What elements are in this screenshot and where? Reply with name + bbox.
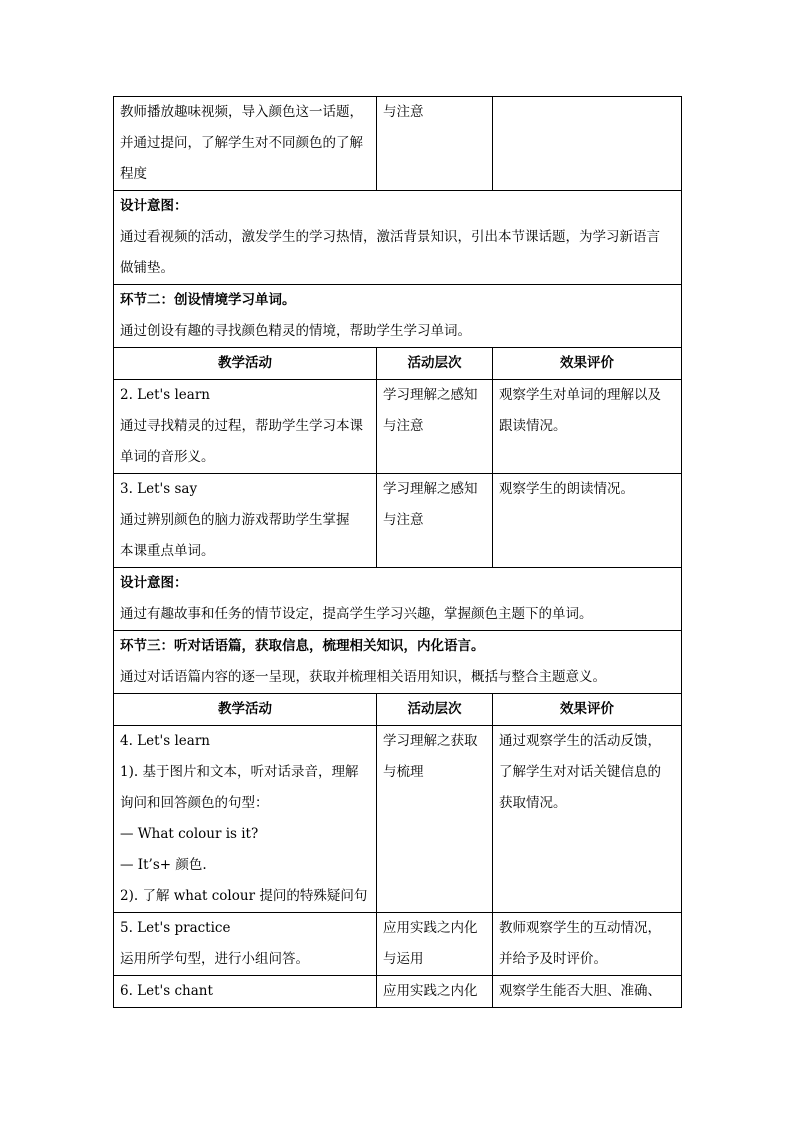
level-cell: [377, 380, 493, 474]
evaluation-line: 教师观察学生的互动情况，: [499, 920, 661, 936]
evaluation-cell: [493, 913, 682, 976]
design-intent-title: 设计意图：: [120, 575, 188, 591]
design-intent-title: 设计意图：: [120, 198, 188, 214]
evaluation-cell: [493, 380, 682, 474]
activity-line: 2). 了解 what colour 提问的特殊疑问句: [120, 888, 368, 904]
activity-line: 5. Let's practice: [120, 920, 231, 936]
activity-line: 并通过提问，了解学生对不同颜色的了解: [120, 135, 363, 151]
level-line: 学习理解之感知: [383, 481, 478, 497]
level-line: 学习理解之感知: [383, 387, 478, 403]
step-row: [114, 285, 682, 348]
step-title: 环节三：听对话语篇，获取信息，梳理相关知识，内化语言。: [120, 638, 485, 654]
activity-line: 4. Let's learn: [120, 733, 210, 749]
activity-cell: [114, 726, 377, 913]
level-line: 学习理解之获取: [383, 733, 478, 749]
activity-cell: [114, 97, 377, 191]
level-cell: [377, 474, 493, 568]
activity-cell: [114, 913, 377, 976]
design-intent-cell: [114, 568, 682, 631]
header-row: [114, 694, 682, 726]
step-desc: 通过创设有趣的寻找颜色精灵的情境，帮助学生学习单词。: [120, 323, 471, 339]
activity-line: 运用所学句型，进行小组问答。: [120, 951, 309, 967]
step-cell: [114, 285, 682, 348]
table-row: [114, 726, 682, 913]
lesson-plan-table: [113, 96, 682, 1008]
level-line: 与注意: [383, 418, 424, 434]
evaluation-cell: [493, 474, 682, 568]
step-title: 环节二：创设情境学习单词。: [120, 292, 296, 308]
activity-line: 询问和回答颜色的句型：: [120, 795, 269, 811]
evaluation-cell: [493, 97, 682, 191]
design-intent-cell: [114, 191, 682, 285]
evaluation-line: 并给予及时评价。: [499, 951, 607, 967]
level-line: 应用实践之内化: [383, 920, 478, 936]
evaluation-line: 获取情况。: [499, 795, 567, 811]
activity-cell: [114, 380, 377, 474]
activity-line: 程度: [120, 166, 147, 182]
design-intent-row: [114, 568, 682, 631]
activity-line: 单词的音形义。: [120, 449, 215, 465]
level-cell: [377, 913, 493, 976]
level-line: 与注意: [383, 104, 424, 120]
activity-line: 2. Let's learn: [120, 387, 210, 403]
table-row: [114, 976, 682, 1008]
design-intent-line: 做铺垫。: [120, 260, 174, 276]
header-activity: 教学活动: [114, 694, 377, 726]
level-line: 与注意: [383, 512, 424, 528]
activity-cell: [114, 976, 377, 1008]
evaluation-line: 观察学生的朗读情况。: [499, 481, 634, 497]
evaluation-line: 了解学生对对话关键信息的: [499, 764, 661, 780]
level-line: 应用实践之内化: [383, 983, 478, 999]
evaluation-line: 观察学生对单词的理解以及: [499, 387, 661, 403]
level-cell: [377, 97, 493, 191]
level-cell: [377, 976, 493, 1008]
evaluation-line: 通过观察学生的活动反馈，: [499, 733, 661, 749]
activity-line: 教师播放趣味视频，导入颜色这一话题，: [120, 104, 363, 120]
header-evaluation: 效果评价: [493, 348, 682, 380]
table-row: [114, 474, 682, 568]
header-activity: 教学活动: [114, 348, 377, 380]
level-line: 与运用: [383, 951, 424, 967]
table-row: [114, 97, 682, 191]
header-evaluation: 效果评价: [493, 694, 682, 726]
activity-line: 1). 基于图片和文本，听对话录音，理解: [120, 764, 359, 780]
design-intent-row: [114, 191, 682, 285]
header-row: [114, 348, 682, 380]
evaluation-cell: [493, 726, 682, 913]
evaluation-line: 跟读情况。: [499, 418, 567, 434]
design-intent-line: 通过看视频的活动，激发学生的学习热情，激活背景知识，引出本节课话题，为学习新语言: [120, 229, 660, 245]
design-intent-line: 通过有趣故事和任务的情节设定，提高学生学习兴趣，掌握颜色主题下的单词。: [120, 606, 593, 622]
activity-line: 通过寻找精灵的过程，帮助学生学习本课: [120, 418, 363, 434]
evaluation-line: 观察学生能否大胆、准确、: [499, 983, 661, 999]
step-cell: [114, 631, 682, 694]
level-line: 与梳理: [383, 764, 424, 780]
activity-line: 6. Let's chant: [120, 983, 213, 999]
activity-line: — What colour is it?: [120, 826, 259, 842]
activity-line: 本课重点单词。: [120, 543, 215, 559]
table-row: [114, 380, 682, 474]
table-row: [114, 913, 682, 976]
step-desc: 通过对话语篇内容的逐一呈现，获取并梳理相关语用知识，概括与整合主题意义。: [120, 669, 606, 685]
step-row: [114, 631, 682, 694]
activity-cell: [114, 474, 377, 568]
activity-line: 3. Let's say: [120, 481, 198, 497]
header-level: 活动层次: [377, 694, 493, 726]
evaluation-cell: [493, 976, 682, 1008]
header-level: 活动层次: [377, 348, 493, 380]
activity-line: — It’s+ 颜色.: [120, 857, 207, 873]
activity-line: 通过辨别颜色的脑力游戏帮助学生掌握: [120, 512, 350, 528]
level-cell: [377, 726, 493, 913]
